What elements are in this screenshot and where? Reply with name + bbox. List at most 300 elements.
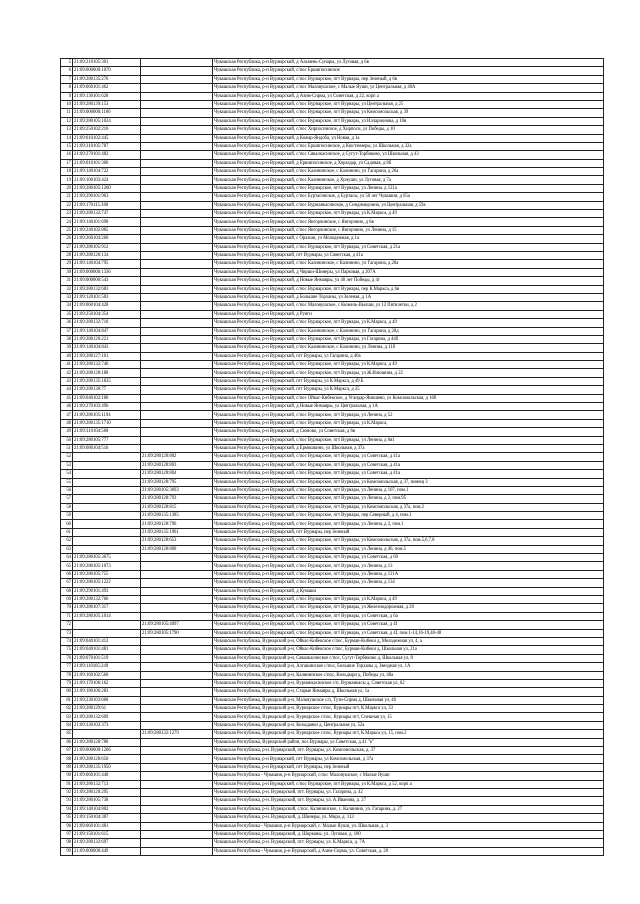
address-cell: Чувашская Республика, Вурнарский р-н, Вурманкасинское с/п, Вурманкасы д, Советская ул, 62 xyxy=(213,679,604,687)
row-number-cell: 18 xyxy=(61,168,73,176)
address-cell: Чувашская Республика, р-н Вурнарский, с/пос Вурнарское, пгт Вурнары, ул Ленина, д 121а xyxy=(213,184,604,192)
address-cell: Чувашская Республика, Вурнарский р-н, Ойкас-Кибекское с/пос, Бурман-Кибеки д, Школьная ул, 21а xyxy=(213,646,604,654)
cadastral-number-cell: 21:09:280128:650 xyxy=(73,755,141,763)
address-cell: Чувашская Республика, р-н Вурнарский, с Оразши, ул Молодежная, д 1а xyxy=(213,235,604,243)
row-number-cell: 46 xyxy=(61,403,73,411)
row-number-cell: 28 xyxy=(61,251,73,259)
table-row xyxy=(61,335,604,343)
address-cell: Чувашская Республика, р-н Вурнарский, д Ершипосинское, д Хораздар, ул Садовая, д 8б xyxy=(213,159,604,167)
cadastral-number-cell xyxy=(73,621,141,629)
table-row xyxy=(61,67,604,75)
table-row xyxy=(61,587,604,595)
premises-cadastral-number-cell xyxy=(141,654,213,662)
row-number-cell: 39 xyxy=(61,344,73,352)
row-number-cell: 65 xyxy=(61,562,73,570)
row-number-cell: 43 xyxy=(61,377,73,385)
cadastral-number-cell xyxy=(73,470,141,478)
table-row xyxy=(61,134,604,142)
row-number-cell: 61 xyxy=(61,528,73,536)
cadastral-number-cell: 21:09:240102:885 xyxy=(73,226,141,234)
premises-cadastral-number-cell xyxy=(141,268,213,276)
table-row xyxy=(61,268,604,276)
cadastral-number-cell: 21:09:280132:710 xyxy=(73,319,141,327)
premises-cadastral-number-cell xyxy=(141,797,213,805)
premises-cadastral-number-cell xyxy=(141,419,213,427)
address-cell: Чувашская Республика, р-н Вурнарский, с/пос Ершипосинское, д Кюстюмеры, ул Школьная, д 32а xyxy=(213,142,604,150)
address-cell: Чувашская Республика, р-н Вурнарский, с/пос Вурнарское, пгт Вурнары, ул К.Маркса, xyxy=(213,419,604,427)
row-number-cell: 90 xyxy=(61,772,73,780)
cadastral-number-cell: 21:09:280120:295 xyxy=(73,788,141,796)
row-number-cell: 52 xyxy=(61,453,73,461)
premises-cadastral-number-cell: 21:09:280135:1961 xyxy=(141,528,213,536)
address-cell: Чувашская Республика, р-н Вурнарский, пгт Вурнары, ул К.Маркса, д 25 xyxy=(213,386,604,394)
cadastral-number-cell xyxy=(73,537,141,545)
cadastral-number-cell: 21:09:140104:722 xyxy=(73,168,141,176)
premises-cadastral-number-cell xyxy=(141,369,213,377)
cadastral-number-cell: 21:09:330103:373 xyxy=(73,721,141,729)
cadastral-number-cell: 21:09:140104:795 xyxy=(73,260,141,268)
row-number-cell: 16 xyxy=(61,151,73,159)
premises-cadastral-number-cell: 21:09:280128:793 xyxy=(141,495,213,503)
table-row xyxy=(61,738,604,746)
cadastral-number-cell: 21:09:280135:276 xyxy=(73,75,141,83)
cadastral-number-cell: 21:09:280105:1014 xyxy=(73,612,141,620)
table-row xyxy=(61,285,604,293)
address-cell: Чувашская Республика - Чувашия, р-н Вурнарский, д Азим-Сирма, ул. Советская, д. 20 xyxy=(213,847,604,855)
row-number-cell: 91 xyxy=(61,780,73,788)
address-cell: Чувашская Республика, р-н Вурнарский, с/пос Вурнарское, пгт Вурнары, ул Железнодорожная, д 20 xyxy=(213,604,604,612)
address-cell: Чувашская Республика, р-н Вурнарский, с/пос Сявалкасинское, д Сугут-Торбиково, ул Школьная, д 43 xyxy=(213,151,604,159)
premises-cadastral-number-cell xyxy=(141,210,213,218)
premises-cadastral-number-cell: 21:09:280135:1385 xyxy=(141,512,213,520)
row-number-cell: 31 xyxy=(61,277,73,285)
cadastral-number-cell: 21:09:280105:3675 xyxy=(73,554,141,562)
table-row xyxy=(61,755,604,763)
address-cell: Чувашская Республика, р-н Вурнарский, с/пос Вурнарское, пгт Вурнары, ул Ленина, д 2, пом.95 xyxy=(213,495,604,503)
table-row xyxy=(61,562,604,570)
address-cell: Чувашская Республика, р-н Вурнарский, с/пос Вурнарское, пгт Вурнары, ул К.Маркса, д 49 xyxy=(213,210,604,218)
address-cell: Чувашская Республика, Вурнарский р-н, Старые Янмаяры д, Школьная ул, 1а xyxy=(213,688,604,696)
address-cell: Чувашская Республика, р-н Вурнарский, с/пос Вурнарское, пгт Вурнары, ул Центральная, д 25 xyxy=(213,100,604,108)
table-row xyxy=(61,75,604,83)
address-cell: Чувашская Республика, р-н Вурнарский, с/пос Вурнарское, пгт Вурнары, ул Комсомольская, д 37а, пом.5,6,7,8 xyxy=(213,537,604,545)
table-row xyxy=(61,545,604,553)
row-number-cell: 50 xyxy=(61,436,73,444)
premises-cadastral-number-cell: 21:09:280128:800 xyxy=(141,545,213,553)
premises-cadastral-number-cell xyxy=(141,251,213,259)
table-row xyxy=(61,293,604,301)
cadastral-number-cell: 21:09:260104:260 xyxy=(73,235,141,243)
row-number-cell: 89 xyxy=(61,763,73,771)
cadastral-number-cell: 21:09:280126:134 xyxy=(73,251,141,259)
table-row xyxy=(61,814,604,822)
cadastral-number-cell: 21:09:110105:249 xyxy=(73,663,141,671)
cadastral-number-cell xyxy=(73,629,141,637)
cadastral-number-cell xyxy=(73,512,141,520)
row-number-cell: 74 xyxy=(61,637,73,645)
premises-cadastral-number-cell xyxy=(141,361,213,369)
cadastral-number-cell: 21:09:060101:481 xyxy=(73,822,141,830)
address-cell: Чувашская Республика, Вурнарский район, пос.Вурнары, ул.Советская, д.41 "к" xyxy=(213,738,604,746)
address-cell: Чувашская Республика, р-н. Вурнарский, с/пос. Калининское, с. Калинино, ул. Гагарина, д. 27 xyxy=(213,805,604,813)
row-number-cell: 34 xyxy=(61,302,73,310)
row-number-cell: 36 xyxy=(61,319,73,327)
address-cell: Чувашская Республика, р-н Вурнарский, д Новые Янмаяры, ул 40 лет Победы, д 4г xyxy=(213,277,604,285)
cadastral-number-cell: 21:09:140101:698 xyxy=(73,218,141,226)
premises-cadastral-number-cell xyxy=(141,218,213,226)
row-number-cell: 88 xyxy=(61,755,73,763)
row-number-cell: 85 xyxy=(61,730,73,738)
premises-cadastral-number-cell xyxy=(141,67,213,75)
address-cell: Чувашская Республика, р-н. Вурнарский, д. Шорканы, ул. Луговая, д. 100 xyxy=(213,830,604,838)
row-number-cell: 57 xyxy=(61,495,73,503)
premises-cadastral-number-cell: 21:09:280128:795 xyxy=(141,478,213,486)
cadastral-number-cell: 21:09:280127:101 xyxy=(73,352,141,360)
address-cell: Чувашская Республика, р-н Вурнарский, д Рунги xyxy=(213,310,604,318)
row-number-cell: 80 xyxy=(61,688,73,696)
cadastral-number-cell: 21:09:070101:519 xyxy=(73,654,141,662)
row-number-cell: 9 xyxy=(61,92,73,100)
premises-cadastral-number-cell xyxy=(141,671,213,679)
cadastral-number-cell: 21:09:040101:412 xyxy=(73,637,141,645)
premises-cadastral-number-cell xyxy=(141,352,213,360)
row-number-cell: 35 xyxy=(61,310,73,318)
premises-cadastral-number-cell xyxy=(141,436,213,444)
cadastral-number-cell: 21:09:010102:445 xyxy=(73,134,141,142)
table-row xyxy=(61,461,604,469)
address-cell: Чувашская Республика, р-н Вурнарский, с/пос Вурнарское, пгт Вурнары, ул Ж.Илюшина, д 22 xyxy=(213,369,604,377)
table-row xyxy=(61,403,604,411)
address-cell: Чувашская Республика, р-н Вурнарский, с/пос Вурнарское, пгт Вурнары, ул Советская, д 6а xyxy=(213,612,604,620)
table-row xyxy=(61,847,604,855)
cadastral-number-cell: 21:09:280105:1024 xyxy=(73,117,141,125)
premises-cadastral-number-cell: 21:09:280105:3693 xyxy=(141,486,213,494)
cadastral-number-cell: 21:09:280132:766 xyxy=(73,596,141,604)
cadastral-number-cell: 21:09:150104:387 xyxy=(73,814,141,822)
cadastral-number-cell: 21:09:180106:283 xyxy=(73,688,141,696)
table-row xyxy=(61,310,604,318)
premises-cadastral-number-cell xyxy=(141,814,213,822)
table-row xyxy=(61,59,604,67)
table-row xyxy=(61,520,604,528)
address-cell: Чувашская Республика, р-н Вурнарский, пгт Вурнары, ул Гагарина, д 40а xyxy=(213,352,604,360)
premises-cadastral-number-cell xyxy=(141,159,213,167)
address-cell: Чувашская Республика, Вурнарский р-н, Вурнарское с/пос, Вурнары пгт, Спешная ул, 15 xyxy=(213,713,604,721)
cadastral-number-cell xyxy=(73,486,141,494)
address-cell: Чувашская Республика, р-н Вурнарский, с/пос Калининское, с Калинино, ул Ленина, д 11б xyxy=(213,344,604,352)
row-number-cell: 38 xyxy=(61,335,73,343)
address-cell: Чувашская Республика, р-н Вурнарский, с/пос Вурнарское, пгт Вурнары, ул Советская, д 60 xyxy=(213,554,604,562)
cadastral-number-cell xyxy=(73,453,141,461)
cadastral-number-cell: 21:09:210105:301 xyxy=(73,59,141,67)
cadastral-number-cell: 21:09:280139:153 xyxy=(73,100,141,108)
row-number-cell: 19 xyxy=(61,176,73,184)
cadastral-number-cell: 21:09:310104:568 xyxy=(73,428,141,436)
row-number-cell: 8 xyxy=(61,84,73,92)
table-row xyxy=(61,218,604,226)
cadastral-number-cell: 21:09:280132:747 xyxy=(73,210,141,218)
row-number-cell: 87 xyxy=(61,747,73,755)
cadastral-number-cell: 21:09:280132:746 xyxy=(73,361,141,369)
cadastral-number-cell: 21:09:250102:216 xyxy=(73,126,141,134)
address-cell: Чувашская Республика, р-н Вурнарский, с/пос Вурнарское, пгт Вурнары, ул Ленина, д 107, пом.1 xyxy=(213,486,604,494)
table-row xyxy=(61,251,604,259)
cadastral-number-cell xyxy=(73,503,141,511)
table-row xyxy=(61,100,604,108)
row-number-cell: 98 xyxy=(61,839,73,847)
address-cell: Чувашская Республика, р-н Вурнарский, д Кумаши xyxy=(213,587,604,595)
premises-cadastral-number-cell xyxy=(141,705,213,713)
address-cell: Чувашская Республика, р-н. Вурнарский, пгт. Вурнары, ул. А.Иванова, д. 27 xyxy=(213,797,604,805)
row-number-cell: 81 xyxy=(61,696,73,704)
address-cell: Чувашская Республика, р-н Вурнарский, д Большие Торханы, ул Зеленая, д 1А xyxy=(213,293,604,301)
row-number-cell: 84 xyxy=(61,721,73,729)
address-cell: Чувашская Республика, р-н Вурнарский, с/пос Вурнарское, пгт Вурнары, ул Ленина, д 46, пом.5 xyxy=(213,545,604,553)
table-row xyxy=(61,210,604,218)
address-cell: Чувашская Республика, р-н Вурнарский, с/пос Вурнарское, пгт Вурнары, ул Ленина, д 6в1 xyxy=(213,436,604,444)
premises-cadastral-number-cell: 21:09:280105:4097 xyxy=(141,621,213,629)
cadastral-number-cell: 21:09:040101:481 xyxy=(73,646,141,654)
table-row xyxy=(61,478,604,486)
table-row xyxy=(61,780,604,788)
address-cell: Чувашская Республика, р-н Вурнарский, с/пос Вурнарское, пгт Вурнары, ул Ленина, д 121А xyxy=(213,570,604,578)
address-cell: Чувашская Республика, р-н Вурнарский, с/пос Вурнарское, пгт Вурнары, ул Советская, д 4I xyxy=(213,621,604,629)
row-number-cell: 71 xyxy=(61,612,73,620)
table-row xyxy=(61,260,604,268)
table-row xyxy=(61,763,604,771)
row-number-cell: 6 xyxy=(61,67,73,75)
premises-cadastral-number-cell: 21:09:280128:815 xyxy=(141,503,213,511)
premises-cadastral-number-cell xyxy=(141,805,213,813)
address-cell: Чувашская Республика, р-н Вурнарский, с/пос Хирпосинское, д Хирпоси, ул Победы, д 10 xyxy=(213,126,604,134)
premises-cadastral-number-cell xyxy=(141,562,213,570)
table-row xyxy=(61,277,604,285)
premises-cadastral-number-cell xyxy=(141,780,213,788)
address-cell: Чувашская Республика, р-н Вурнарский, с/пос Ершипосинское xyxy=(213,67,604,75)
premises-cadastral-number-cell xyxy=(141,822,213,830)
address-cell: Чувашская Республика, р-н Вурнарский, д Альмень-Сунары, ул Луговая, д 6в xyxy=(213,59,604,67)
premises-cadastral-number-cell xyxy=(141,235,213,243)
row-number-cell: 72 xyxy=(61,621,73,629)
address-cell: Чувашская Республика, р-н Вурнарский, с/пос Вурнарское, пгт Вурнары, ул Комсомольская, д 39 xyxy=(213,109,604,117)
cadastral-number-cell: 21:09:100103:424 xyxy=(73,176,141,184)
premises-cadastral-number-cell xyxy=(141,747,213,755)
row-number-cell: 97 xyxy=(61,830,73,838)
cadastral-number-cell xyxy=(73,730,141,738)
cadastral-number-cell: 21:09:000000:1106 xyxy=(73,109,141,117)
table-row xyxy=(61,394,604,402)
address-cell: Чувашская Республика, р-н Вурнарский, с/пос Вурманкасинское, д Синдимирзино, ул Центральная, д 59а xyxy=(213,201,604,209)
row-number-cell: 48 xyxy=(61,419,73,427)
table-row xyxy=(61,721,604,729)
cadastral-number-cell: 21:09:060101:462 xyxy=(73,84,141,92)
premises-cadastral-number-cell xyxy=(141,637,213,645)
row-number-cell: 99 xyxy=(61,847,73,855)
address-cell: Чувашская Республика, р-н. Вурнарский, пгт. Вурнары, ул. К.Маркса, д. 7А xyxy=(213,839,604,847)
table-row xyxy=(61,151,604,159)
row-number-cell: 73 xyxy=(61,629,73,637)
table-row xyxy=(61,193,604,201)
premises-cadastral-number-cell: 21:09:280128:653 xyxy=(141,537,213,545)
row-number-cell: 83 xyxy=(61,713,73,721)
table-row xyxy=(61,772,604,780)
cadastral-number-cell: 21:09:060104:428 xyxy=(73,302,141,310)
cadastral-number-cell: 21:09:060101:448 xyxy=(73,772,141,780)
row-number-cell: 78 xyxy=(61,671,73,679)
premises-cadastral-number-cell xyxy=(141,394,213,402)
row-number-cell: 96 xyxy=(61,822,73,830)
address-cell: Чувашская Республика, р-н Вурнарский, с/пос Янгорчинское, с Янгорчино, ул Ленина, д 15 xyxy=(213,226,604,234)
premises-cadastral-number-cell xyxy=(141,92,213,100)
row-number-cell: 67 xyxy=(61,579,73,587)
premises-cadastral-number-cell xyxy=(141,226,213,234)
cadastral-number-cell: 21:09:280105:1194 xyxy=(73,411,141,419)
cadastral-number-cell: 21:09:040102:180 xyxy=(73,394,141,402)
premises-cadastral-number-cell xyxy=(141,830,213,838)
table-row xyxy=(61,596,604,604)
address-cell: Чувашская Республика, р-н Вурнарский, с/пос Вурнарское, пгт Вурнары, пер Северный, д 4, пом.1 xyxy=(213,512,604,520)
cadastral-number-cell: 21:09:170106:162 xyxy=(73,679,141,687)
address-cell: Чувашская Республика, Вурнарский р-н, Калининское с/пос, Кильдыри д, Победы ул, 48а xyxy=(213,671,604,679)
table-row xyxy=(61,453,604,461)
premises-cadastral-number-cell xyxy=(141,738,213,746)
table-row xyxy=(61,663,604,671)
row-number-cell: 44 xyxy=(61,386,73,394)
cadastral-number-cell: 21:09:120101:503 xyxy=(73,293,141,301)
row-number-cell: 63 xyxy=(61,545,73,553)
cadastral-number-cell: 21:09:280128:188 xyxy=(73,369,141,377)
table-row xyxy=(61,637,604,645)
row-number-cell: 41 xyxy=(61,361,73,369)
cadastral-number-cell: 21:09:280105:1260 xyxy=(73,184,141,192)
premises-cadastral-number-cell xyxy=(141,126,213,134)
premises-cadastral-number-cell xyxy=(141,151,213,159)
premises-cadastral-number-cell xyxy=(141,663,213,671)
row-number-cell: 29 xyxy=(61,260,73,268)
cadastral-number-cell: 21:09:280105:1073 xyxy=(73,562,141,570)
address-cell: Чувашская Республика, р-н Вурнарский, с/пос Калининское, д Хумуши, ул Луговая, д 7а xyxy=(213,176,604,184)
address-cell: Чувашская Республика, р-н Вурнарский, с/пос Вурнарское, пгт Вурнары, пер Зеленый, д 6в xyxy=(213,75,604,83)
premises-cadastral-number-cell xyxy=(141,386,213,394)
table-row xyxy=(61,554,604,562)
premises-cadastral-number-cell xyxy=(141,755,213,763)
table-row xyxy=(61,428,604,436)
cadastral-number-cell: 21:09:280130:77 xyxy=(73,386,141,394)
table-row xyxy=(61,512,604,520)
row-number-cell: 49 xyxy=(61,428,73,436)
address-cell: Чувашская Республика, Вурнарский р-н, Вурнарское с/пос, Вурнары пгт, К.Маркса ул, 15, пом.2 xyxy=(213,730,604,738)
table-row xyxy=(61,436,604,444)
address-cell: Чувашская Республика, р-н Вурнарский, с/пос Вурнарское, пгт Вурнары, ул Ленина, д 13 xyxy=(213,562,604,570)
address-cell: Чувашская Республика - Чувашия, р-н Вурнарский, с/пос Малояушское, с Малые Яуши xyxy=(213,772,604,780)
cadastral-number-cell: 21:09:280105:738 xyxy=(73,797,141,805)
address-cell: Чувашская Республика, р-н Вурнарский, пгт Вурнары, ул Комсомольская, д 37а xyxy=(213,755,604,763)
row-number-cell: 60 xyxy=(61,520,73,528)
row-number-cell: 15 xyxy=(61,142,73,150)
cadastral-number-cell xyxy=(73,528,141,536)
address-cell: Чувашская Республика, р-н Вурнарский, с/пос Вурнарское, пгт Вурнары, ул Советская, д 21а xyxy=(213,243,604,251)
table-row xyxy=(61,319,604,327)
cadastral-number-cell: 21:09:280105:1222 xyxy=(73,579,141,587)
table-row xyxy=(61,369,604,377)
cadastral-number-cell: 21:09:280120:221 xyxy=(73,335,141,343)
cadastral-number-cell: 21:09:000000:1336 xyxy=(73,268,141,276)
premises-cadastral-number-cell xyxy=(141,176,213,184)
row-number-cell: 25 xyxy=(61,226,73,234)
row-number-cell: 68 xyxy=(61,587,73,595)
premises-cadastral-number-cell xyxy=(141,285,213,293)
address-cell: Чувашская Республика, р-н Вурнарский, с/пос Вурнарское, пгт Вурнары, ул Советская, д 41а xyxy=(213,470,604,478)
address-cell: Чувашская Республика, р-н Вурнарский, с/пос Калининское, с Калинино, ул Гагарина, д 28а xyxy=(213,260,604,268)
address-cell: Чувашская Республика, р-н Вурнарский, с/пос Вурнарское, пгт Вурнары, ул К.Маркса, д 52, корп а xyxy=(213,780,604,788)
row-number-cell: 10 xyxy=(61,100,73,108)
cadastral-number-cell: 21:09:280105:755 xyxy=(73,570,141,578)
table-row xyxy=(61,159,604,167)
premises-cadastral-number-cell xyxy=(141,243,213,251)
premises-cadastral-number-cell xyxy=(141,327,213,335)
premises-cadastral-number-cell xyxy=(141,302,213,310)
table-row xyxy=(61,117,604,125)
table-row xyxy=(61,654,604,662)
address-cell: Чувашская Республика, р-н Вурнарский, с/пос Вурнарское, пгт Вурнары, ул Советская, д 4I, пом.1-14,16-19,40-48 xyxy=(213,629,604,637)
table-row xyxy=(61,302,604,310)
row-number-cell: 13 xyxy=(61,126,73,134)
premises-cadastral-number-cell xyxy=(141,109,213,117)
premises-cadastral-number-cell xyxy=(141,411,213,419)
address-cell: Чувашская Республика, р-н Вурнарский, с/пос Вурнарское, пгт Вурнары, ул Ленина, д 52 xyxy=(213,411,604,419)
address-cell: Чувашская Республика, р-н Вурнарский, с/пос Янгорчинское, с Янгорчино, д 6в xyxy=(213,218,604,226)
premises-cadastral-number-cell xyxy=(141,721,213,729)
cadastral-number-cell: 21:09:130101:628 xyxy=(73,92,141,100)
cadastral-number-cell: 21:09:280132:697 xyxy=(73,839,141,847)
cadastral-number-cell: 21:09:000000:1070 xyxy=(73,67,141,75)
table-row xyxy=(61,688,604,696)
row-number-cell: 11 xyxy=(61,109,73,117)
cadastral-number-cell: 21:09:150101:615 xyxy=(73,830,141,838)
cadastral-number-cell: 21:09:280135:1710 xyxy=(73,419,141,427)
cadastral-number-cell: 21:09:280107:317 xyxy=(73,604,141,612)
address-cell: Чувашская Республика, р-н Вурнарский, д Кожар-Яндоба, ул Новая, д 1а xyxy=(213,134,604,142)
row-number-cell: 14 xyxy=(61,134,73,142)
table-row xyxy=(61,830,604,838)
table-row xyxy=(61,629,604,637)
row-number-cell: 62 xyxy=(61,537,73,545)
cadastral-number-cell: 21:09:280132:609 xyxy=(73,713,141,721)
row-number-cell: 22 xyxy=(61,201,73,209)
table-row xyxy=(61,352,604,360)
premises-cadastral-number-cell: 21:09:280128:802 xyxy=(141,453,213,461)
table-row xyxy=(61,612,604,620)
row-number-cell: 26 xyxy=(61,235,73,243)
row-number-cell: 37 xyxy=(61,327,73,335)
premises-cadastral-number-cell: 21:09:280128:796 xyxy=(141,520,213,528)
table-row xyxy=(61,839,604,847)
row-number-cell: 92 xyxy=(61,788,73,796)
premises-cadastral-number-cell xyxy=(141,604,213,612)
premises-cadastral-number-cell xyxy=(141,142,213,150)
address-cell: Чувашская Республика, р-н. Вурнарский, д. Шинеры, ул. Мира, д. 113 xyxy=(213,814,604,822)
cadastral-number-cell: 21:09:310105:787 xyxy=(73,142,141,150)
table-row xyxy=(61,142,604,150)
table-row xyxy=(61,84,604,92)
row-number-cell: 21 xyxy=(61,193,73,201)
cadastral-number-cell: 21:09:270103:496 xyxy=(73,403,141,411)
premises-cadastral-number-cell xyxy=(141,319,213,327)
row-number-cell: 76 xyxy=(61,654,73,662)
cadastral-number-cell: 21:09:290101:963 xyxy=(73,193,141,201)
cadastral-number-cell: 21:09:160102:560 xyxy=(73,671,141,679)
address-cell: Чувашская Республика, р-н Вурнарский, пгт Вурнары, ул Советская, д 41а xyxy=(213,251,604,259)
